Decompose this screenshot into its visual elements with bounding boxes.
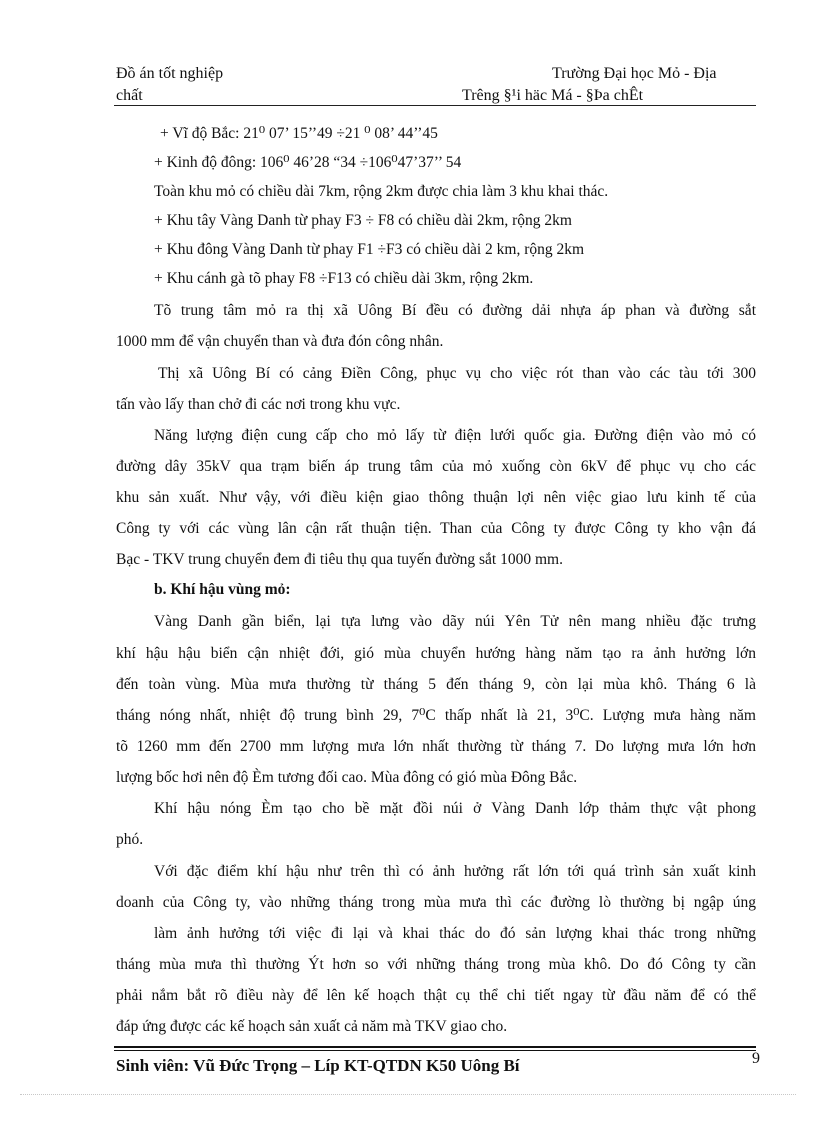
text-line: Công ty với các vùng lân cận rất thuận tiện. Than của Công ty được Công ty kho vận đá (116, 520, 756, 537)
text-line: Khí hậu nóng Èm tạo cho bề mặt đồi núi ở Vàng Danh lớp thảm thực vật phong (154, 800, 756, 817)
text-line-longitude: + Kinh độ đông: 106⁰ 46’28 “34 ÷106⁰47’37’’ 54 (154, 154, 462, 171)
text-line: lượng bốc hơi nên độ Èm tương đối cao. Mùa đông có gió mùa Đông Bắc. (116, 769, 578, 786)
text-line: làm ảnh hưởng tới việc đi lại và khai thác do đó sản lượng khai thác trong những (154, 925, 756, 942)
text-line: đến toàn vùng. Mùa mưa thường từ tháng 5 đến tháng 9, còn lại mùa khô. Tháng 6 là (116, 676, 756, 693)
text-line: Bạc - TKV trung chuyển đem đi tiêu thụ qua tuyến đường sắt 1000 mm. (116, 551, 563, 568)
header-right: Trường Đại học Mỏ - Địa (552, 65, 717, 82)
text-line: đáp ứng được các kế hoạch sản xuất cả năm mà TKV giao cho. (116, 1018, 508, 1035)
section-heading: b. Khí hậu vùng mỏ: (154, 581, 291, 598)
page-bottom-dotted-line (20, 1094, 796, 1095)
text-line-latitude: + Vĩ độ Bắc: 21⁰ 07’ 15’’49 ÷21 ⁰ 08’ 44’’45 (160, 125, 438, 142)
text-line: tõ 1260 mm đến 2700 mm lượng mưa lớn nhất thường từ tháng 7. Do lượng mưa lớn hơn (116, 738, 756, 755)
header-subtitle: Trêng §¹i häc Má - §Þa chÊt (462, 87, 644, 104)
text-line: Vàng Danh gần biển, lại tựa lưng vào dãy núi Yên Tử nên mang nhiều đặc trưng (154, 613, 756, 630)
header-left: Đồ án tốt nghiệp (116, 65, 224, 82)
text-line: khu sản xuất. Như vậy, với điều kiện giao thông thuận lợi nên việc giao lưu kinh tế của (116, 489, 756, 506)
text-line: phải nắm bắt rõ điều này để lên kế hoạch thật cụ thể chi tiết ngay từ đầu năm để có thể (116, 987, 756, 1004)
text-line: + Khu tây Vàng Danh từ phay F3 ÷ F8 có chiều dài 2km, rộng 2km (154, 212, 572, 229)
text-line: tháng mùa mưa thì thường Ýt hơn so với những tháng trong mùa khô. Do đó Công ty cần (116, 956, 756, 973)
header-continuation: chất (116, 87, 143, 104)
text-line: đường dây 35kV qua trạm biến áp trung tâm của mỏ xuống còn 6kV để phục vụ cho các (116, 458, 756, 475)
text-line: Năng lượng điện cung cấp cho mỏ lấy từ điện lưới quốc gia. Đường điện vào mỏ có (154, 427, 756, 444)
text-line: Với đặc điểm khí hậu như trên thì có ảnh hưởng rất lớn tới quá trình sản xuất kinh (154, 863, 756, 880)
text-line: phó. (116, 831, 144, 848)
text-line: doanh của Công ty, vào những tháng trong mùa mưa thì các đường lò thường bị ngập úng (116, 894, 756, 911)
footer-rule-thick (114, 1046, 756, 1048)
text-line: tháng nóng nhất, nhiệt độ trung bình 29, 7⁰C thấp nhất là 21, 3⁰C. Lượng mưa hàng năm (116, 707, 756, 724)
footer-rule-thin (114, 1050, 756, 1051)
text-line: Tõ trung tâm mỏ ra thị xã Uông Bí đều có đường dải nhựa áp phan và đường sắt (154, 302, 756, 319)
text-line: tấn vào lấy than chở đi các nơi trong khu vực. (116, 396, 401, 413)
text-line: + Khu đông Vàng Danh từ phay F1 ÷F3 có chiều dài 2 km, rộng 2km (154, 241, 585, 258)
text-line: 1000 mm để vận chuyển than và đưa đón công nhân. (116, 333, 444, 350)
footer-student-info: Sinh viên: Vũ Đức Trọng – Líp KT-QTDN K50 Uông Bí (116, 1056, 520, 1075)
text-line: khí hậu hậu biển cận nhiệt đới, gió mùa chuyển hướng hàng năm tạo ra ảnh hưởng lớn (116, 645, 756, 662)
header-rule (114, 105, 756, 106)
text-line: + Khu cánh gà tõ phay F8 ÷F13 có chiều dài 3km, rộng 2km. (154, 270, 534, 287)
page-number: 9 (752, 1050, 760, 1067)
text-line: Thị xã Uông Bí có cảng Điền Công, phục vụ cho việc rót than vào các tàu tới 300 (158, 365, 756, 382)
text-line: Toàn khu mỏ có chiều dài 7km, rộng 2km được chia làm 3 khu khai thác. (154, 183, 609, 200)
